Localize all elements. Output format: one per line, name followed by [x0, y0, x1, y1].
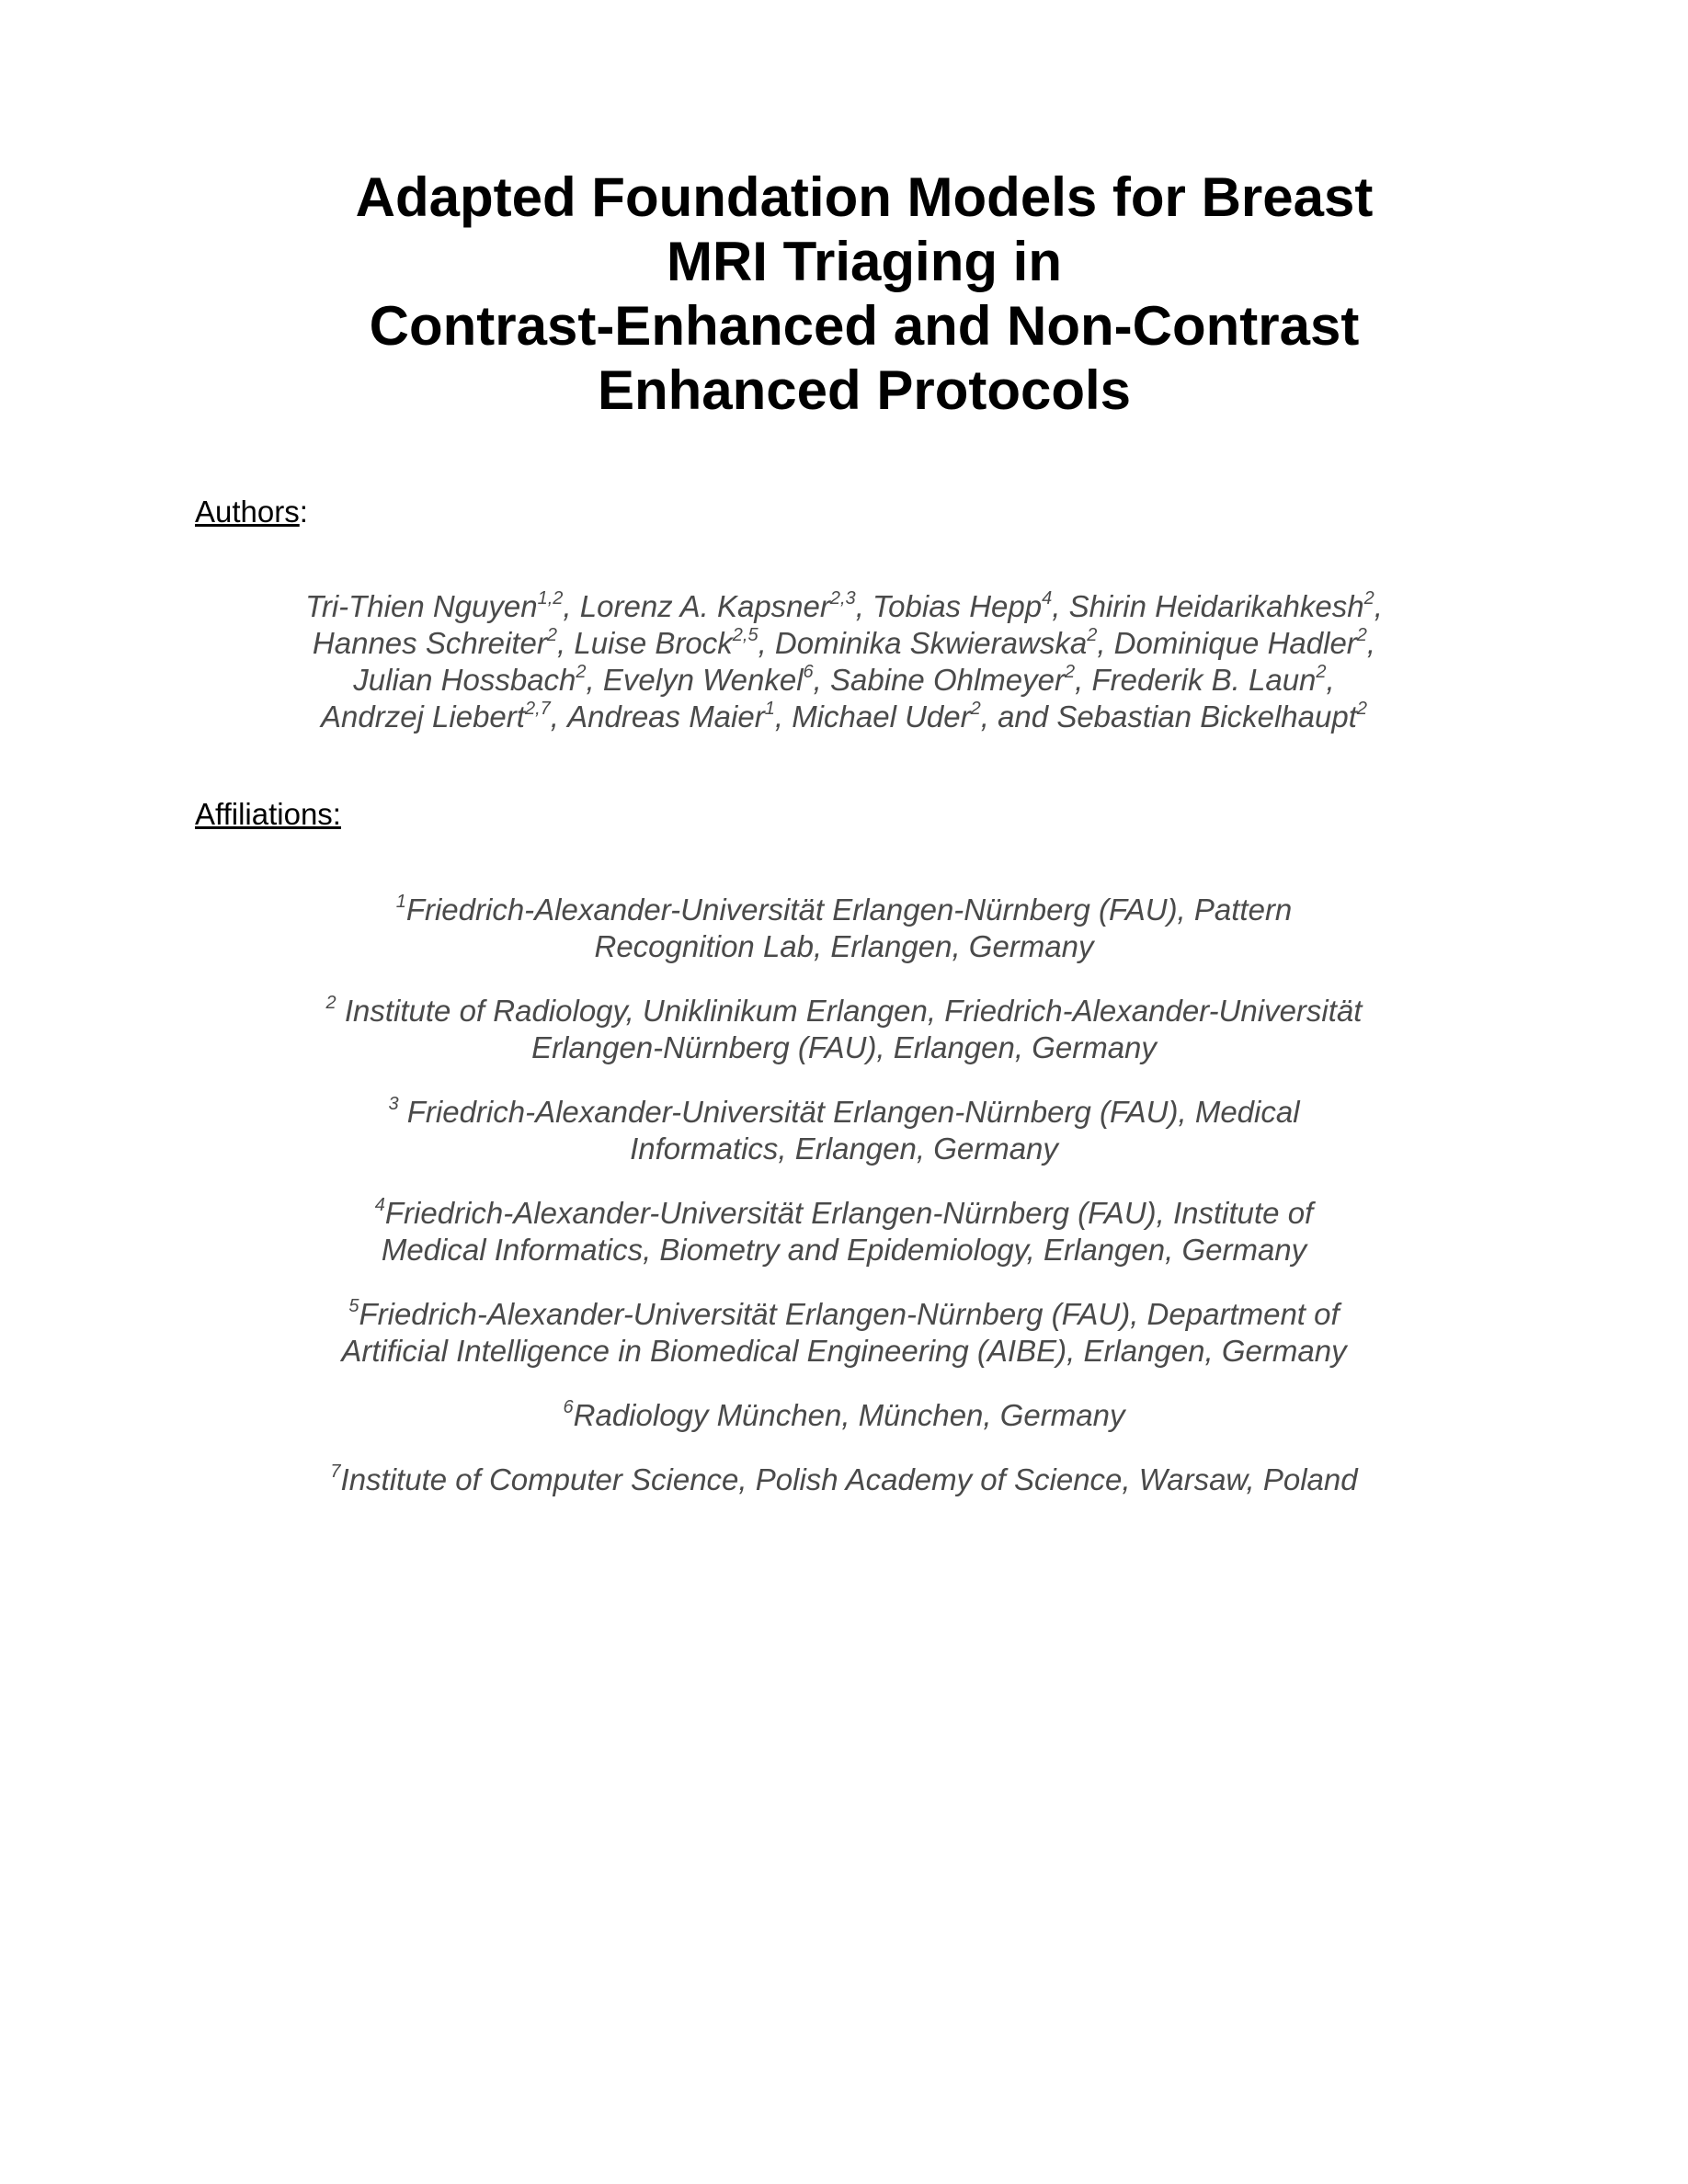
title-line: Contrast-Enhanced and Non-Contrast	[369, 295, 1360, 357]
author-list	[276, 588, 1412, 735]
affiliation-list	[276, 892, 1412, 1526]
paper-title	[285, 165, 1443, 423]
author-name: Tobias Hepp	[873, 589, 1043, 623]
author-affiliation-marker: 2	[546, 625, 557, 645]
affiliation-item	[276, 1195, 1412, 1268]
affiliation-text-line1: Friedrich-Alexander-Universität Erlangen-Nürnberg (FAU), Institute of	[384, 1196, 1314, 1230]
affiliation-number: 2	[325, 993, 336, 1013]
affiliation-text-line1: Institute of Radiology, Uniklinikum Erlangen, Friedrich-Alexander-Universität	[336, 994, 1363, 1028]
author-entry	[775, 626, 1114, 660]
author-entry	[1114, 626, 1375, 660]
affiliation-number: 5	[348, 1296, 359, 1316]
author-entry	[1056, 700, 1367, 734]
author-entry	[305, 589, 580, 623]
author-name: Julian Hossbach	[353, 663, 576, 697]
author-name: Michael Uder	[792, 700, 971, 734]
author-affiliation-marker: 2,5	[732, 625, 758, 645]
author-affiliation-marker: 2	[1064, 662, 1076, 682]
author-separator: ,	[1374, 589, 1383, 623]
affiliation-number: 6	[563, 1397, 574, 1417]
affiliation-number: 4	[374, 1195, 385, 1215]
title-line: Adapted Foundation Models for Breast	[355, 166, 1374, 228]
author-separator: ,	[550, 700, 568, 734]
affiliation-text-line1: Friedrich-Alexander-Universität Erlangen-Nürnberg (FAU), Department of	[359, 1297, 1340, 1331]
author-separator: ,	[855, 589, 873, 623]
author-separator: ,	[1326, 663, 1335, 697]
author-entry	[353, 663, 603, 697]
author-name: Andreas Maier	[567, 700, 765, 734]
affiliation-text-line2: Erlangen-Nürnberg (FAU), Erlangen, Germany	[531, 1030, 1157, 1064]
affiliation-text-line2: Medical Informatics, Biometry and Epidemiology, Erlangen, Germany	[381, 1233, 1307, 1267]
affiliations-heading	[195, 796, 341, 833]
author-entry	[580, 589, 873, 623]
affiliation-item	[276, 892, 1412, 965]
author-name: Shirin Heidarikahkesh	[1068, 589, 1364, 623]
author-separator: ,	[813, 663, 831, 697]
author-affiliation-marker: 4	[1042, 588, 1053, 609]
author-entry	[603, 663, 830, 697]
affiliation-item	[276, 1397, 1412, 1434]
author-separator: ,	[774, 700, 793, 734]
affiliation-text-line2: Informatics, Erlangen, Germany	[630, 1132, 1058, 1166]
author-entry	[567, 700, 792, 734]
affiliation-text-line2: Artificial Intelligence in Biomedical Engineering (AIBE), Erlangen, Germany	[341, 1334, 1347, 1368]
author-separator: ,	[1052, 589, 1069, 623]
author-name: Lorenz A. Kapsner	[579, 589, 830, 623]
authors-heading-colon: :	[299, 495, 308, 529]
author-affiliation-marker: 6	[803, 662, 814, 682]
author-name: Frederik B. Laun	[1091, 663, 1317, 697]
author-affiliation-marker: 1,2	[537, 588, 564, 609]
author-separator: ,	[758, 626, 775, 660]
affiliation-item	[276, 1462, 1412, 1498]
affiliation-text-line2: Recognition Lab, Erlangen, Germany	[594, 929, 1094, 963]
authors-heading-text: Authors	[195, 495, 300, 529]
author-entry	[792, 700, 1056, 734]
author-separator: ,	[557, 626, 575, 660]
author-separator: ,	[1097, 626, 1114, 660]
author-affiliation-marker: 2,3	[829, 588, 856, 609]
author-affiliation-marker: 2	[1356, 625, 1367, 645]
authors-heading	[195, 494, 308, 530]
author-entry	[873, 589, 1069, 623]
author-name: Dominique Hadler	[1113, 626, 1357, 660]
author-affiliation-marker: 2,7	[524, 699, 551, 719]
title-line: Enhanced Protocols	[597, 359, 1132, 421]
author-name: Sebastian Bickelhaupt	[1056, 700, 1357, 734]
author-name: Luise Brock	[574, 626, 733, 660]
author-name: Sabine Ohlmeyer	[830, 663, 1065, 697]
author-affiliation-marker: 2	[1087, 625, 1098, 645]
affiliation-number: 3	[388, 1094, 399, 1114]
author-separator: , and	[980, 700, 1057, 734]
affiliation-item	[276, 1094, 1412, 1167]
author-name: Evelyn Wenkel	[602, 663, 804, 697]
affiliation-text-line1: Friedrich-Alexander-Universität Erlangen-Nürnberg (FAU), Medical	[398, 1095, 1300, 1129]
author-separator: ,	[1366, 626, 1376, 660]
author-separator: ,	[1075, 663, 1092, 697]
author-separator: ,	[586, 663, 603, 697]
author-name: Dominika Skwierawska	[774, 626, 1088, 660]
affiliation-number: 1	[395, 892, 406, 912]
affiliation-number: 7	[330, 1462, 341, 1482]
affiliations-heading-text: Affiliations:	[195, 797, 341, 831]
author-separator: ,	[563, 589, 580, 623]
author-affiliation-marker: 2	[1363, 588, 1374, 609]
author-affiliation-marker: 2	[1356, 699, 1367, 719]
affiliation-item	[276, 1296, 1412, 1370]
title-line: MRI Triaging in	[667, 231, 1062, 292]
author-entry	[313, 626, 574, 660]
author-entry	[1091, 663, 1334, 697]
author-entry	[574, 626, 775, 660]
author-entry	[1069, 589, 1383, 623]
author-name: Tri-Thien Nguyen	[305, 589, 538, 623]
author-entry	[830, 663, 1091, 697]
author-affiliation-marker: 2	[970, 699, 981, 719]
author-entry	[321, 700, 567, 734]
affiliation-text-line1: Friedrich-Alexander-Universität Erlangen-Nürnberg (FAU), Pattern	[405, 893, 1293, 927]
author-name: Hannes Schreiter	[312, 626, 547, 660]
author-affiliation-marker: 2	[576, 662, 587, 682]
affiliation-item	[276, 993, 1412, 1066]
author-affiliation-marker: 1	[764, 699, 775, 719]
affiliation-text-line1: Radiology München, München, Germany	[573, 1398, 1125, 1432]
author-name: Andrzej Liebert	[320, 700, 525, 734]
affiliation-text-line1: Institute of Computer Science, Polish Academy of Science, Warsaw, Poland	[340, 1462, 1358, 1496]
author-affiliation-marker: 2	[1316, 662, 1327, 682]
